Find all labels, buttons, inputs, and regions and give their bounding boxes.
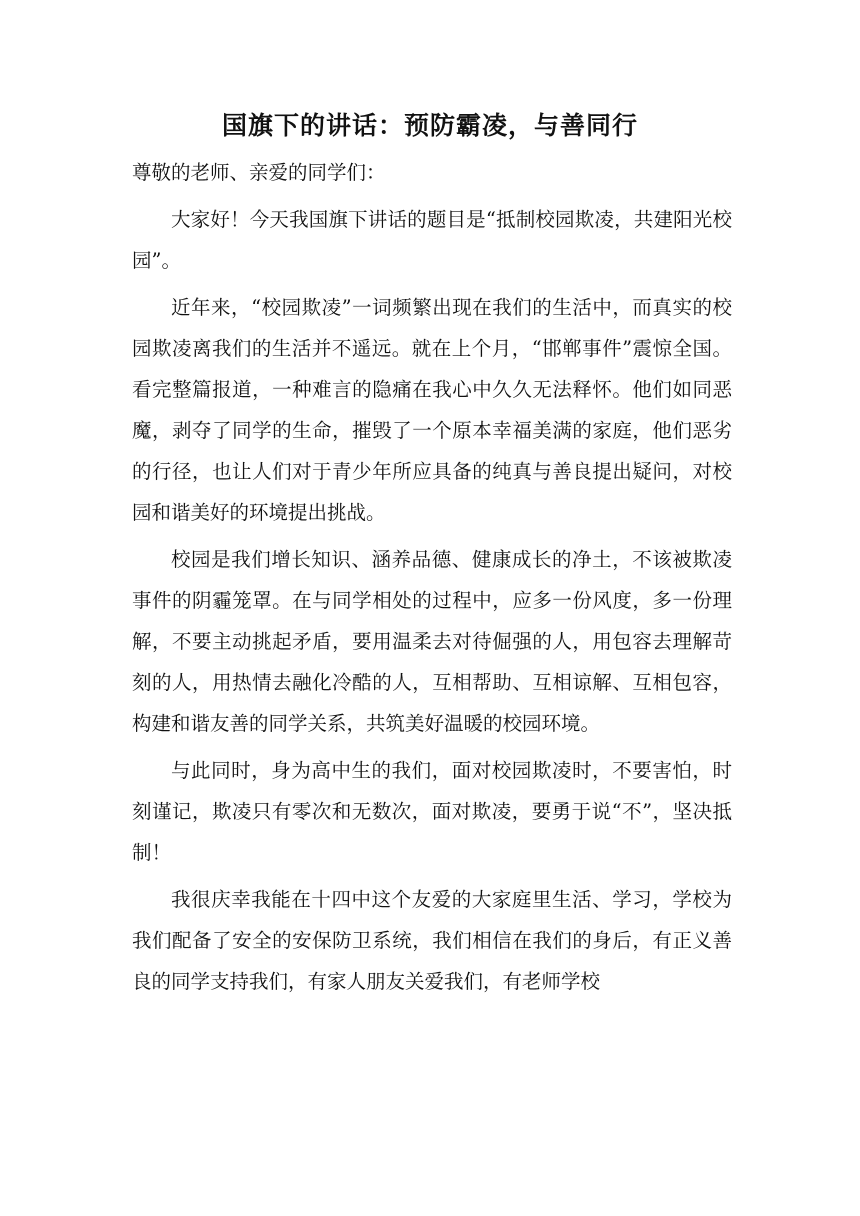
paragraph-resist: 与此同时，身为高中生的我们，面对校园欺凌时，不要害怕，时刻谨记，欺凌只有零次和无数次，面对欺凌，要勇于说“不”，坚决抵制！ [132, 759, 732, 864]
document-body [132, 152, 732, 1008]
paragraph-school: 我很庆幸我能在十四中这个友爱的大家庭里生活、学习，学校为我们配备了安全的安保防卫系统，我们相信在我们的身后，有正义善良的同学支持我们，有家人朋友关爱我们，有老师学校 [132, 888, 732, 993]
salutation: 尊敬的老师、亲爱的同学们： [132, 161, 386, 184]
paragraph-campus: 校园是我们增长知识、涵养品德、健康成长的净土，不该被欺凌事件的阴霾笼罩。在与同学相处的过程中，应多一份风度，多一份理解，不要主动挑起矛盾，要用温柔去对待倔强的人，用包容去理解苛刻的人，用热情去融化冷酷的人，互相帮助、互相谅解、互相包容，构建和谐友善的同学关系，共筑美好温暖的校园环境。 [132, 548, 732, 735]
page-title: 国旗下的讲话：预防霸凌，与善同行 [221, 111, 638, 140]
paragraph-greeting: 大家好！今天我国旗下讲话的题目是“抵制校园欺凌，共建阳光校园”。 [132, 208, 732, 272]
paragraph-incident: 近年来，“校园欺凌”一词频繁出现在我们的生活中，而真实的校园欺凌离我们的生活并不遥远。就在上个月，“邯郸事件”震惊全国。看完整篇报道，一种难言的隐痛在我心中久久无法释怀。他们如同恶魔，剥夺了同学的生命，摧毁了一个原本幸福美满的家庭，他们恶劣的行径，也让人们对于青少年所应具备的纯真与善良提出疑问，对校园和谐美好的环境提出挑战。 [132, 296, 732, 524]
